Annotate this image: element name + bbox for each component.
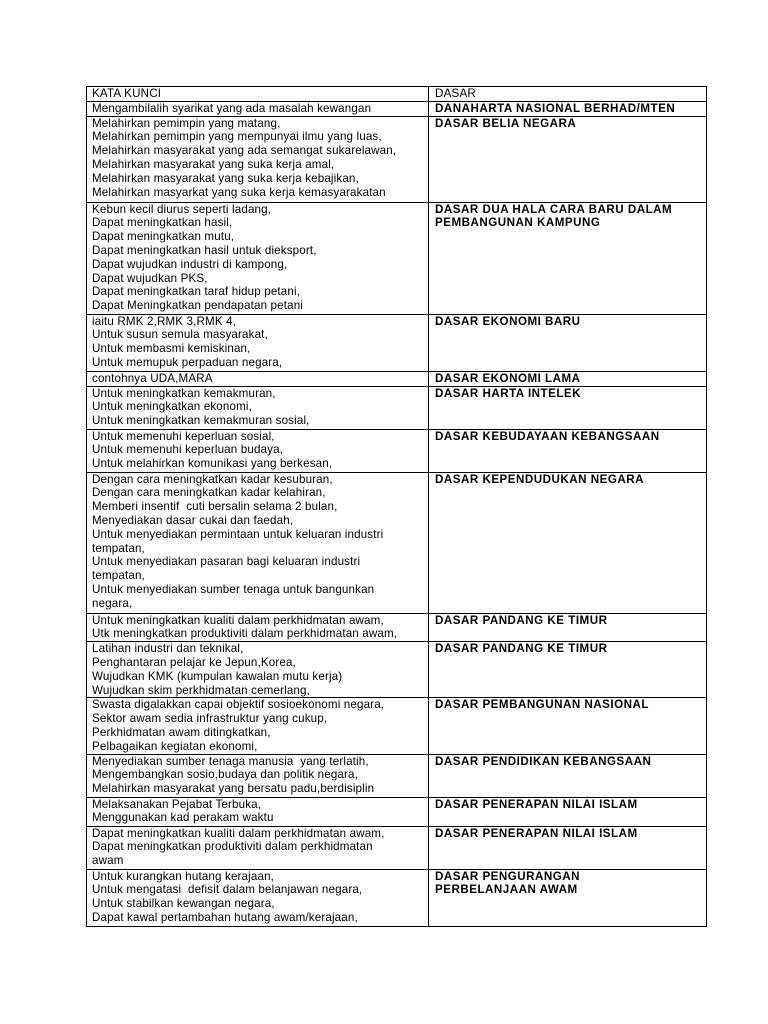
table-row [87,869,707,926]
keyword-cell: Untuk meningkatkan kualiti dalam perkhidmatan awam, Utk meningkatkan produktiviti dalam perkhidmatan awam, [87,613,429,642]
policy-cell: DASAR PENDIDIKAN KEBANGSAAN [429,754,707,797]
table-header-row [87,87,707,102]
policy-cell: DANAHARTA NASIONAL BERHAD/MTEN [429,101,707,116]
table-row [87,797,707,826]
policy-cell: DASAR HARTA INTELEK [429,386,707,429]
policy-cell: DASAR EKONOMI BARU [429,314,707,371]
policy-cell: DASAR BELIA NEGARA [429,116,707,202]
table-row [87,429,707,472]
table-row [87,314,707,371]
policy-cell: DASAR PANDANG KE TIMUR [429,613,707,642]
keyword-cell: Melahirkan pemimpin yang matang, Melahirkan pemimpin yang mempunyai ilmu yang luas, Melahirkan masyarakat yang ada semangat sukarelawan, Melahirkan masyarakat yang suka kerja amal, Melahirkan masyarakat yang suka kerja kebajikan, Melahirkan masyarkat yang suka kerja kemasyarakatan [87,116,429,202]
policy-cell: DASAR KEPENDUDUKAN NEGARA [429,472,707,613]
policy-cell: DASAR PANDANG KE TIMUR [429,642,707,698]
keyword-cell: Untuk memenuhi keperluan sosial, Untuk memenuhi keperluan budaya, Untuk melahirkan komunikasi yang berkesan, [87,429,429,472]
table-row [87,613,707,642]
keyword-cell: Untuk kurangkan hutang kerajaan, Untuk mengatasi defisit dalam belanjawan negara, Untuk stabilkan kewangan negara, Dapat kawal pertambahan hutang awam/kerajaan, [87,869,429,926]
policy-cell: DASAR PENERAPAN NILAI ISLAM [429,826,707,869]
keyword-policy-table [86,86,707,927]
table-row [87,754,707,797]
keyword-cell: Kebun kecil diurus seperti ladang, Dapat meningkatkan hasil, Dapat meningkatkan mutu, Dapat meningkatkan hasil untuk dieksport, Dapat wujudkan industri di kampong, Dapat wujudkan PKS, Dapat meningkatkan taraf hidup petani, Dapat Meningkatkan pendapatan petani [87,202,429,314]
keyword-cell: Melaksanakan Pejabat Terbuka, Menggunakan kad perakam waktu [87,797,429,826]
table-row [87,472,707,613]
policy-cell: DASAR PENERAPAN NILAI ISLAM [429,797,707,826]
keyword-cell: Untuk meningkatkan kemakmuran, Untuk meningkatkan ekonomi, Untuk meningkatkan kemakmuran sosial, [87,386,429,429]
table-row [87,826,707,869]
policy-cell: DASAR KEBUDAYAAN KEBANGSAAN [429,429,707,472]
keyword-cell: Dapat meningkatkan kualiti dalam perkhidmatan awam, Dapat meningkatkan produktiviti dalam perkhidmatan awam [87,826,429,869]
policy-cell: DASAR EKONOMI LAMA [429,371,707,386]
table-row [87,101,707,116]
table-row [87,202,707,314]
table-row [87,116,707,202]
keyword-cell: Menyediakan sumber tenaga manusia yang terlatih, Mengembangkan sosio,budaya dan politik negara, Melahirkan masyarakat yang bersatu padu,berdisiplin [87,754,429,797]
table-row [87,698,707,754]
header-kata-kunci: KATA KUNCI [87,87,429,102]
table-row [87,371,707,386]
keyword-cell: Mengambilalih syarikat yang ada masalah kewangan [87,101,429,116]
policy-cell: DASAR PENGURANGAN PERBELANJAAN AWAM [429,869,707,926]
keyword-cell: iaitu RMK 2,RMK 3,RMK 4, Untuk susun semula masyarakat, Untuk membasmi kemiskinan, Untuk memupuk perpaduan negara, [87,314,429,371]
policy-cell: DASAR PEMBANGUNAN NASIONAL [429,698,707,754]
keyword-cell: Swasta digalakkan capai objektif sosioekonomi negara, Sektor awam sedia infrastruktur yang cukup, Perkhidmatan awam ditingkatkan, Pelbagaikan kegiatan ekonomi, [87,698,429,754]
policy-cell: DASAR DUA HALA CARA BARU DALAM PEMBANGUNAN KAMPUNG [429,202,707,314]
header-dasar: DASAR [429,87,707,102]
table-row [87,642,707,698]
keyword-cell: Latihan industri dan teknikal, Penghantaran pelajar ke Jepun,Korea, Wujudkan KMK (kumpulan kawalan mutu kerja) Wujudkan skim perkhidmatan cemerlang, [87,642,429,698]
table-row [87,386,707,429]
keyword-cell: Dengan cara meningkatkan kadar kesuburan, Dengan cara meningkatkan kadar kelahiran, Memberi insentif cuti bersalin selama 2 bulan, Menyediakan dasar cukai dan faedah, Untuk menyediakan permintaan untuk keluaran industri tempatan, Untuk menyediakan pasaran bagi keluaran industri tempatan, Untuk menyediakan sumber tenaga untuk bangunkan negara, [87,472,429,613]
keyword-cell: contohnya UDA,MARA [87,371,429,386]
